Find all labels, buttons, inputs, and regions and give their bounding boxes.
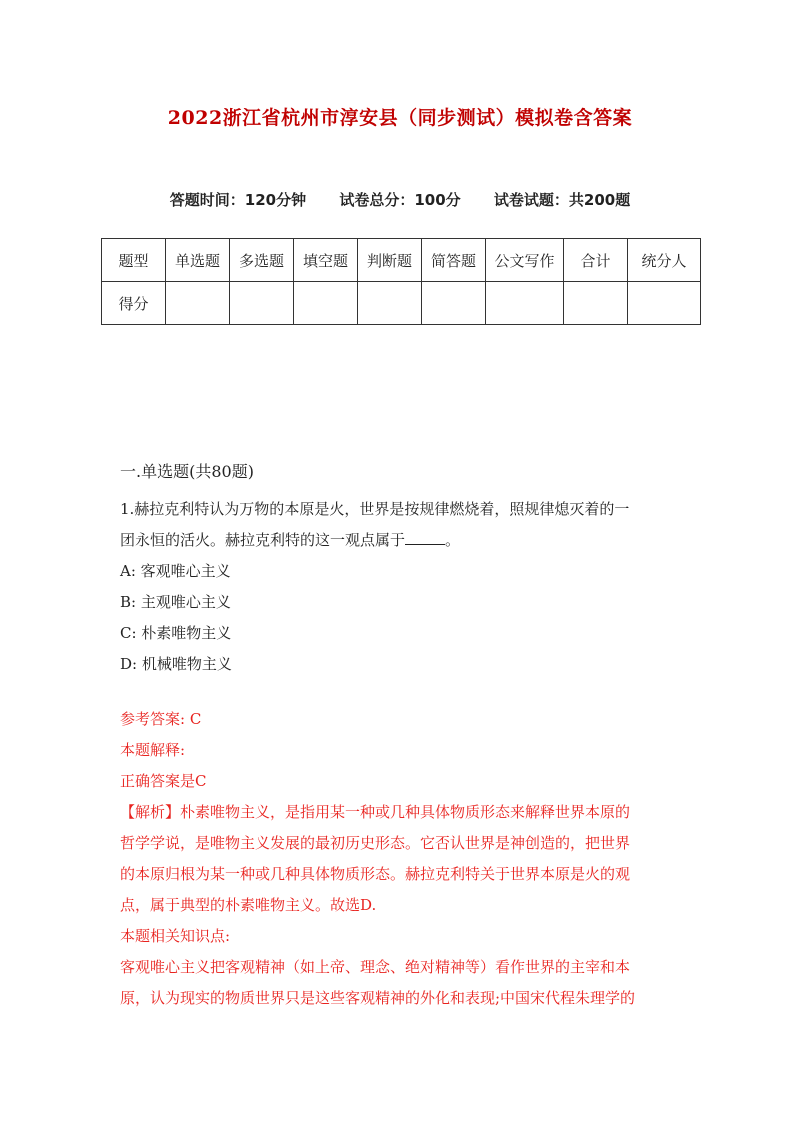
score-cell (358, 282, 422, 325)
knowledge-label: 本题相关知识点: (120, 927, 231, 945)
document-title: 2022浙江省杭州市淳安县（同步测试）模拟卷含答案 (167, 107, 633, 129)
knowledge-line: 原，认为现实的物质世界只是这些客观精神的外化和表现;中国宋代程朱理学的 (120, 989, 636, 1007)
question-stem-line: 1.赫拉克利特认为万物的本原是火，世界是按规律燃烧着，照规律熄灭着的一 (120, 500, 630, 518)
score-cell (628, 282, 701, 325)
option-d: D: 机械唯物主义 (120, 655, 232, 673)
score-header-cell: 填空题 (294, 239, 358, 282)
score-header-cell: 合计 (564, 239, 628, 282)
question-stem-line (120, 525, 682, 556)
score-table (101, 238, 701, 325)
exam-time: 答题时间：120分钟 (169, 191, 307, 209)
score-header-cell: 简答题 (422, 239, 486, 282)
reference-answer: 参考答案: C (120, 710, 202, 728)
knowledge-line: 客观唯心主义把客观精神（如上帝、理念、绝对精神等）看作世界的主宰和本 (120, 958, 631, 976)
score-header-cell: 统分人 (628, 239, 701, 282)
exam-question-count: 试卷试题：共200题 (493, 191, 631, 209)
section-title: 一.单选题(共80题) (120, 462, 254, 481)
exam-meta (0, 189, 800, 210)
score-cell (422, 282, 486, 325)
score-header-cell: 公文写作 (486, 239, 564, 282)
option-c: C: 朴素唯物主义 (120, 624, 232, 642)
explanation-label: 本题解释: (120, 741, 186, 759)
question-stem-end: 。 (445, 531, 461, 549)
exam-total-score: 试卷总分：100分 (339, 191, 461, 209)
score-table-score-row (102, 282, 701, 325)
analysis-line: 哲学学说，是唯物主义发展的最初历史形态。它否认世界是神创造的，把世界 (120, 834, 631, 852)
score-row-label: 得分 (102, 282, 166, 325)
option-b: B: 主观唯心主义 (120, 593, 231, 611)
correct-answer: 正确答案是C (120, 772, 207, 790)
option-a: A: 客观唯心主义 (120, 562, 231, 580)
score-table-header-row (102, 239, 701, 282)
analysis-line: 【解析】朴素唯物主义，是指用某一种或几种具体物质形态来解释世界本原的 (120, 803, 631, 821)
score-cell (564, 282, 628, 325)
score-header-cell: 题型 (102, 239, 166, 282)
analysis-line: 点，属于典型的朴素唯物主义。故选D. (120, 896, 377, 914)
question-stem-text: 团永恒的活火。赫拉克利特的这一观点属于 (120, 531, 406, 549)
score-cell (486, 282, 564, 325)
score-header-cell: 多选题 (230, 239, 294, 282)
score-header-cell: 单选题 (166, 239, 230, 282)
answer-blank (405, 530, 445, 545)
analysis-line: 的本原归根为某一种或几种具体物质形态。赫拉克利特关于世界本原是火的观 (120, 865, 631, 883)
score-cell (230, 282, 294, 325)
score-cell (294, 282, 358, 325)
score-header-cell: 判断题 (358, 239, 422, 282)
question-body (120, 494, 682, 1014)
spacer (120, 680, 682, 704)
score-cell (166, 282, 230, 325)
